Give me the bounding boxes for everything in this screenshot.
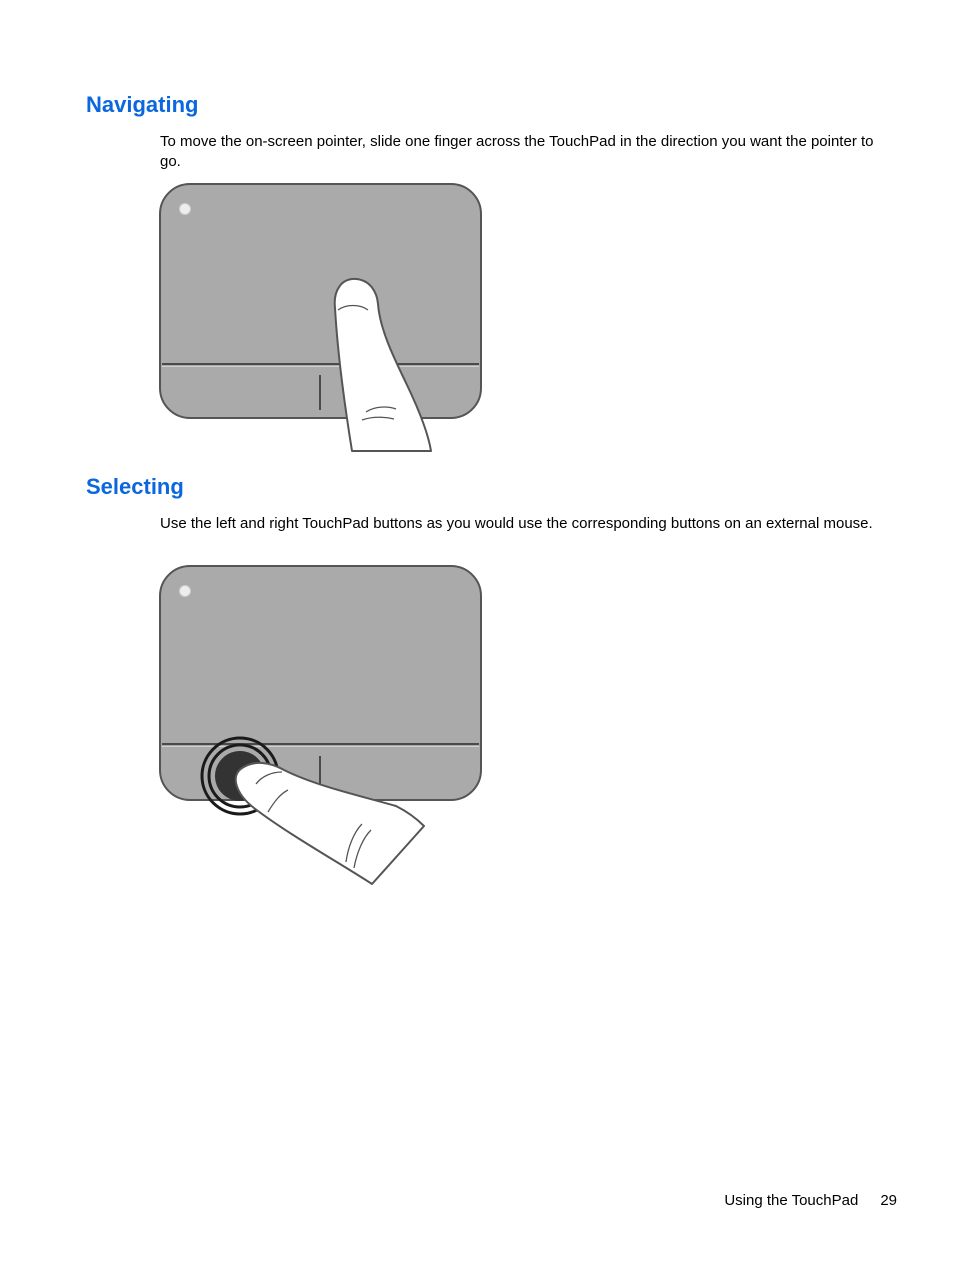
section-text-selecting: Use the left and right TouchPad buttons as you would use the corresponding buttons on an external mouse. bbox=[160, 515, 873, 532]
footer-title: Using the TouchPad bbox=[724, 1192, 859, 1209]
section-text-navigating: To move the on-screen pointer, slide one finger across the TouchPad in the direction you want the pointer to go. bbox=[160, 133, 874, 170]
touchpad-select-illustration bbox=[156, 562, 486, 887]
page-footer bbox=[724, 1191, 897, 1211]
page-number: 29 bbox=[880, 1192, 897, 1209]
section-heading-navigating: Navigating bbox=[86, 92, 199, 117]
touchpad-navigate-illustration bbox=[156, 180, 486, 455]
section-heading-selecting: Selecting bbox=[86, 474, 184, 499]
